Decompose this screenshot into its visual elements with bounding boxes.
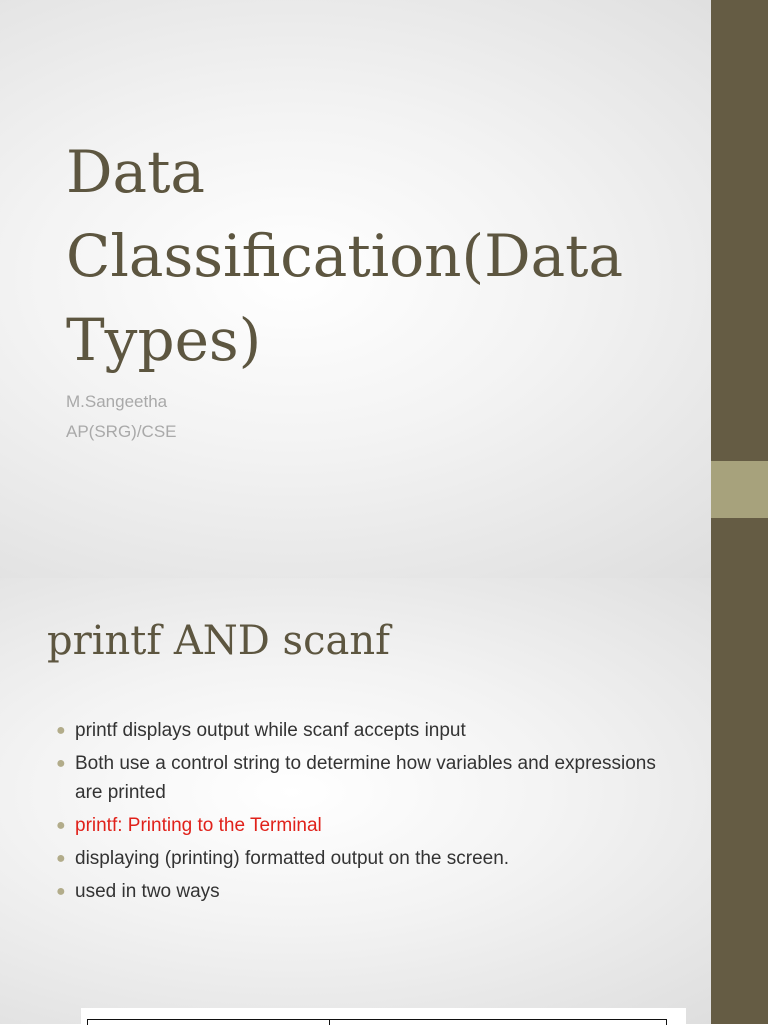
bullet-list [56,716,656,910]
table-fragment [81,1008,686,1024]
bullet-dot-icon: ● [56,817,66,834]
bullet-item: ● Both use a control string to determine how variables and expressions are printed [56,749,656,807]
slide-heading: printf AND scanf [47,618,390,664]
table-column-divider [329,1019,330,1025]
bullet-item: ● printf displays output while scanf accepts input [56,716,656,745]
bullet-dot-icon: ● [56,755,66,772]
sidebar-accent-block [711,461,768,518]
bullet-dot-icon: ● [56,722,66,739]
bullet-item: ● displaying (printing) formatted output on the screen. [56,844,656,873]
table-border [87,1019,667,1025]
bullet-item-highlight: ● printf: Printing to the Terminal [56,811,656,840]
author-affiliation: AP(SRG)/CSE [66,422,177,441]
slide-title: Data Classification(Data Types) [66,138,624,374]
bullet-item: ● used in two ways [56,877,656,906]
author-name: M.Sangeetha [66,392,168,411]
bullet-dot-icon: ● [56,850,66,867]
bullet-dot-icon: ● [56,883,66,900]
